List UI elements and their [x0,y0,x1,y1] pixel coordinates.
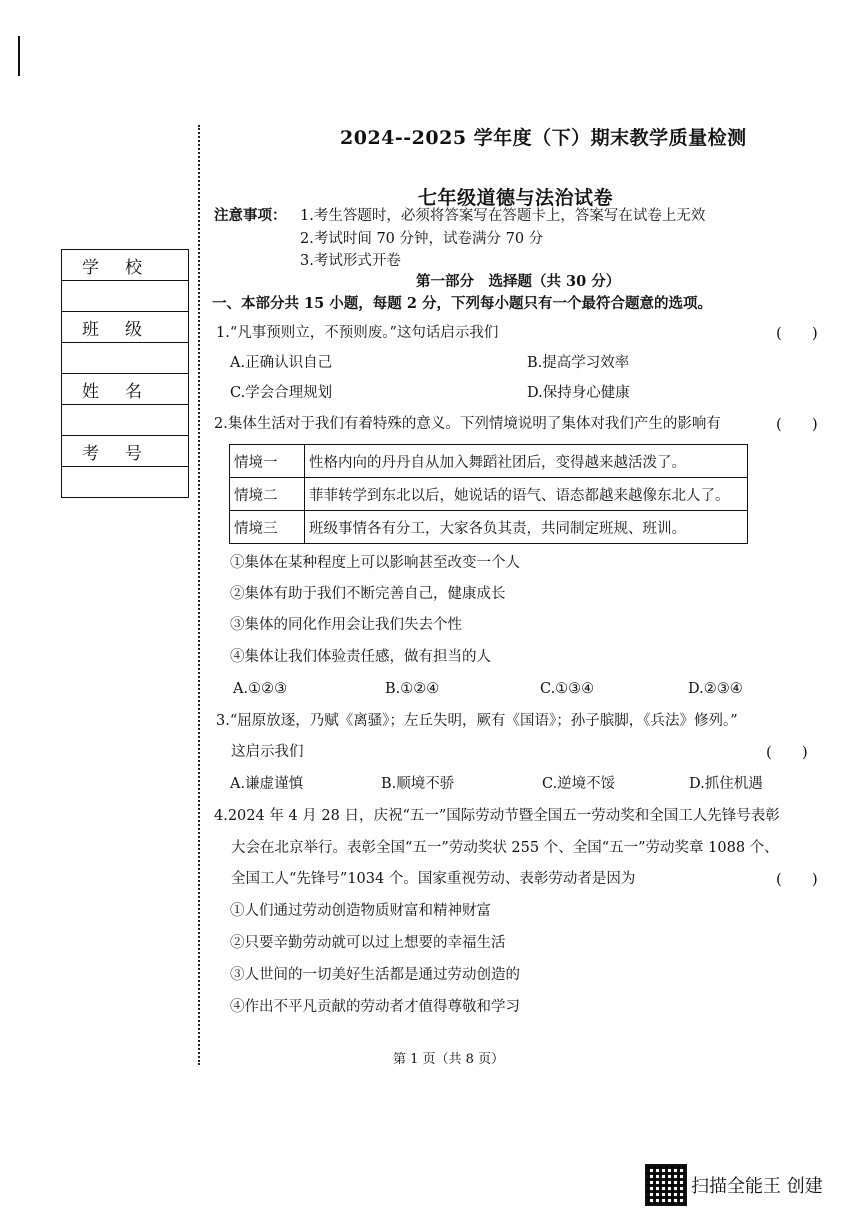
notes-label: 注意事项： [214,207,287,224]
q2-statement-3: ③集体的同化作用会让我们失去个性 [230,617,462,633]
student-info-table [61,249,189,498]
q4-answer-paren: ( ) [776,870,818,888]
school-label: 学校 [62,250,189,281]
note-item-3: 3.考试形式开卷 [300,253,401,269]
context-row [230,478,748,511]
q4-statement-3: ③人世间的一切美好生活都是通过劳动创造的 [230,967,520,983]
name-label: 姓名 [62,374,189,405]
context-label: 情境一 [230,445,305,478]
q1-option-b[interactable]: B.提高学习效率 [527,355,630,371]
context-row [230,445,748,478]
qr-code-icon [645,1164,687,1206]
q4-statement-1: ①人们通过劳动创造物质财富和精神财富 [230,903,491,919]
note-item-2: 2.考试时间 70 分钟，试卷满分 70 分 [300,231,544,247]
context-text: 性格内向的丹丹自从加入舞蹈社团后，变得越来越活泼了。 [305,445,748,478]
q3-stem-continued: 这启示我们 [231,744,304,760]
q2-option-a[interactable]: A.①②③ [233,681,288,697]
binding-cut-line [198,125,200,1065]
q4-statement-2: ②只要辛勤劳动就可以过上想要的幸福生活 [230,935,506,951]
q1-option-d[interactable]: D.保持身心健康 [527,385,630,401]
q4-statement-4: ④作出不平凡贡献的劳动者才值得尊敬和学习 [230,999,520,1015]
q1-option-a[interactable]: A.正确认识自己 [230,355,333,371]
name-field[interactable] [62,405,189,436]
class-label: 班级 [62,312,189,343]
q4-stem-line-2: 大会在北京举行。表彰全国“五一”劳动奖状 255 个、全国“五一”劳动奖章 1088 个、 [231,840,779,856]
note-item-1: 1.考生答题时，必须将答案写在答题卡上，答案写在试卷上无效 [300,208,706,224]
section-title: 第一部分 选择题（共 30 分） [416,273,621,290]
number-label: 考号 [62,436,189,467]
page-number: 第 1 页（共 8 页） [393,1052,505,1067]
class-field[interactable] [62,343,189,374]
q3-option-b[interactable]: B.顺境不骄 [381,776,455,792]
context-text: 班级事情各有分工，大家各负其责，共同制定班规、班训。 [305,511,748,544]
q2-statement-1: ①集体在某种程度上可以影响甚至改变一个人 [230,555,520,571]
q2-option-c[interactable]: C.①③④ [540,681,595,697]
q3-option-c[interactable]: C.逆境不馁 [542,776,616,792]
exam-title: 2024--2025 学年度（下）期末教学质量检测 [340,127,747,149]
exam-subtitle: 七年级道德与法治试卷 [418,187,614,209]
q3-stem: 3.“屈原放逐，乃赋《离骚》；左丘失明，厥有《国语》；孙子膑脚，《兵法》修列。” [216,713,738,729]
q3-option-a[interactable]: A.谦虚谨慎 [230,776,304,792]
q1-option-c[interactable]: C.学会合理规划 [230,385,333,401]
number-field[interactable] [62,467,189,498]
scanner-watermark: 扫描全能王 创建 [691,1176,823,1197]
q3-option-d[interactable]: D.抓住机遇 [689,776,763,792]
q2-option-d[interactable]: D.②③④ [688,681,743,697]
q2-option-b[interactable]: B.①②④ [385,681,440,697]
q3-answer-paren: ( ) [766,743,808,761]
q2-stem: 2.集体生活对于我们有着特殊的意义。下列情境说明了集体对我们产生的影响有 [214,416,721,432]
q1-stem: 1.“凡事预则立，不预则废。”这句话启示我们 [216,325,499,341]
q4-stem-line-1: 4.2024 年 4 月 28 日，庆祝“五一”国际劳动节暨全国五一劳动奖和全国工人先锋号表彰 [214,808,780,824]
q2-statement-4: ④集体让我们体验责任感，做有担当的人 [230,649,491,665]
school-field[interactable] [62,281,189,312]
context-label: 情境二 [230,478,305,511]
scan-edge-mark [18,36,20,76]
context-row [230,511,748,544]
q2-context-table [229,444,748,544]
q1-answer-paren: ( ) [776,324,818,342]
section-instruction: 一、本部分共 15 小题，每题 2 分，下列每小题只有一个最符合题意的选项。 [212,295,712,312]
q4-stem-line-3: 全国工人“先锋号”1034 个。国家重视劳动、表彰劳动者是因为 [231,871,636,887]
q2-answer-paren: ( ) [776,415,818,433]
context-text: 菲菲转学到东北以后，她说话的语气、语态都越来越像东北人了。 [305,478,748,511]
q2-statement-2: ②集体有助于我们不断完善自己，健康成长 [230,586,506,602]
context-label: 情境三 [230,511,305,544]
